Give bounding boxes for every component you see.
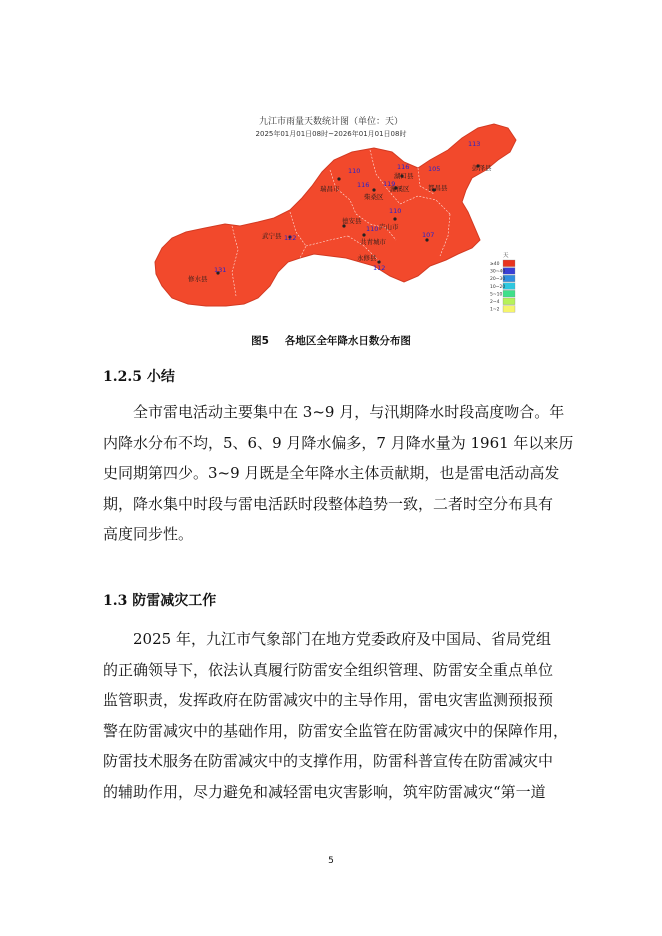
paragraph-line: 的辅助作用，尽力避免和减轻雷电灾害影响，筑牢防雷减灾“第一道	[103, 782, 546, 801]
svg-text:永修县: 永修县	[357, 254, 377, 262]
svg-text:112: 112	[373, 264, 386, 272]
figure-title: 九江市雨量天数统计图（单位：天）	[258, 117, 403, 127]
svg-text:共青城市: 共青城市	[360, 238, 386, 246]
paragraph-line: 警在防雷减灾中的基础作用，防雷安全监管在防雷减灾中的保障作用，	[103, 721, 569, 740]
paragraph-line: 全市雷电活动主要集中在 3~9 月，与汛期降水时段高度吻合。年	[133, 403, 565, 421]
legend-label: 10~20	[490, 284, 506, 290]
paragraph-summary	[103, 397, 574, 550]
jiujiang-region-shape	[155, 124, 516, 306]
paragraph-line: 防雷技术服务在防雷减灾中的支撑作用，防雷科普宣传在防雷减灾中	[103, 752, 554, 770]
svg-text:德安县: 德安县	[342, 217, 362, 225]
legend-label: 30~40	[490, 269, 506, 275]
figure-caption-number: 图5	[251, 335, 269, 347]
station-value: 110	[348, 167, 361, 175]
svg-text:庐山市: 庐山市	[379, 223, 399, 231]
paragraph-line: 史同期第四少。3~9 月既是全年降水主体贡献期，也是雷电活动高发	[103, 464, 560, 482]
paragraph-line: 期，降水集中时段与雷电活跃时段整体趋势一致，二者时空分布具有	[103, 494, 554, 513]
figure-caption-text: 各地区全年降水日数分布图	[284, 335, 411, 347]
svg-text:修水县: 修水县	[188, 275, 208, 283]
legend-label: 20~30	[490, 277, 506, 283]
svg-text:107: 107	[422, 231, 435, 239]
svg-text:119: 119	[383, 180, 396, 188]
legend-swatch	[503, 306, 515, 313]
legend-label: 1~2	[490, 307, 500, 313]
svg-text:都昌县: 都昌县	[428, 184, 448, 192]
section-heading-lightning-protection: 1.3 防雷减灾工作	[103, 593, 217, 609]
svg-text:122: 122	[284, 234, 297, 242]
legend-title: 天	[503, 253, 509, 259]
map-legend	[490, 252, 515, 313]
legend-swatch	[503, 260, 515, 267]
figure-caption	[0, 333, 662, 348]
figure-subtitle: 2025年01月01日08时~2026年01月01日08时	[255, 130, 407, 138]
svg-text:131: 131	[214, 266, 227, 274]
svg-text:105: 105	[428, 165, 441, 173]
paragraph-lightning-protection	[103, 624, 569, 807]
paragraph-line: 高度同步性。	[103, 525, 194, 543]
legend-label: ≥40	[490, 262, 500, 267]
svg-text:116: 116	[357, 181, 370, 189]
svg-text:113: 113	[468, 140, 481, 148]
legend-label: 2~4	[490, 300, 500, 305]
svg-text:武宁县: 武宁县	[262, 232, 282, 240]
svg-text:110: 110	[366, 225, 379, 233]
svg-text:110: 110	[389, 207, 402, 215]
legend-swatch	[503, 298, 515, 305]
paragraph-line: 2025 年，九江市气象部门在地方党委政府及中国局、省局党组	[133, 630, 551, 648]
svg-text:柴桑区: 柴桑区	[364, 193, 384, 201]
station-label: 瑞昌市	[320, 185, 340, 193]
svg-text:湖口县: 湖口县	[394, 172, 414, 180]
section-heading-summary: 1.2.5 小结	[103, 369, 175, 385]
rain-days-map	[0, 0, 662, 336]
svg-text:濂溪区: 濂溪区	[390, 185, 410, 193]
legend-swatch	[503, 290, 515, 297]
page-number: 5	[328, 856, 334, 866]
paragraph-line: 内降水分布不均，5、6、9 月降水偏多，7 月降水量为 1961 年以来历	[103, 433, 574, 452]
svg-text:彭泽县: 彭泽县	[472, 164, 492, 172]
paragraph-line: 的正确领导下，依法认真履行防雷安全组织管理、防雷安全重点单位	[103, 660, 554, 679]
paragraph-line: 监管职责，发挥政府在防雷减灾中的主导作用，雷电灾害监测预报预	[103, 691, 554, 709]
legend-label: 5~10	[490, 292, 503, 298]
svg-text:116: 116	[397, 163, 410, 171]
